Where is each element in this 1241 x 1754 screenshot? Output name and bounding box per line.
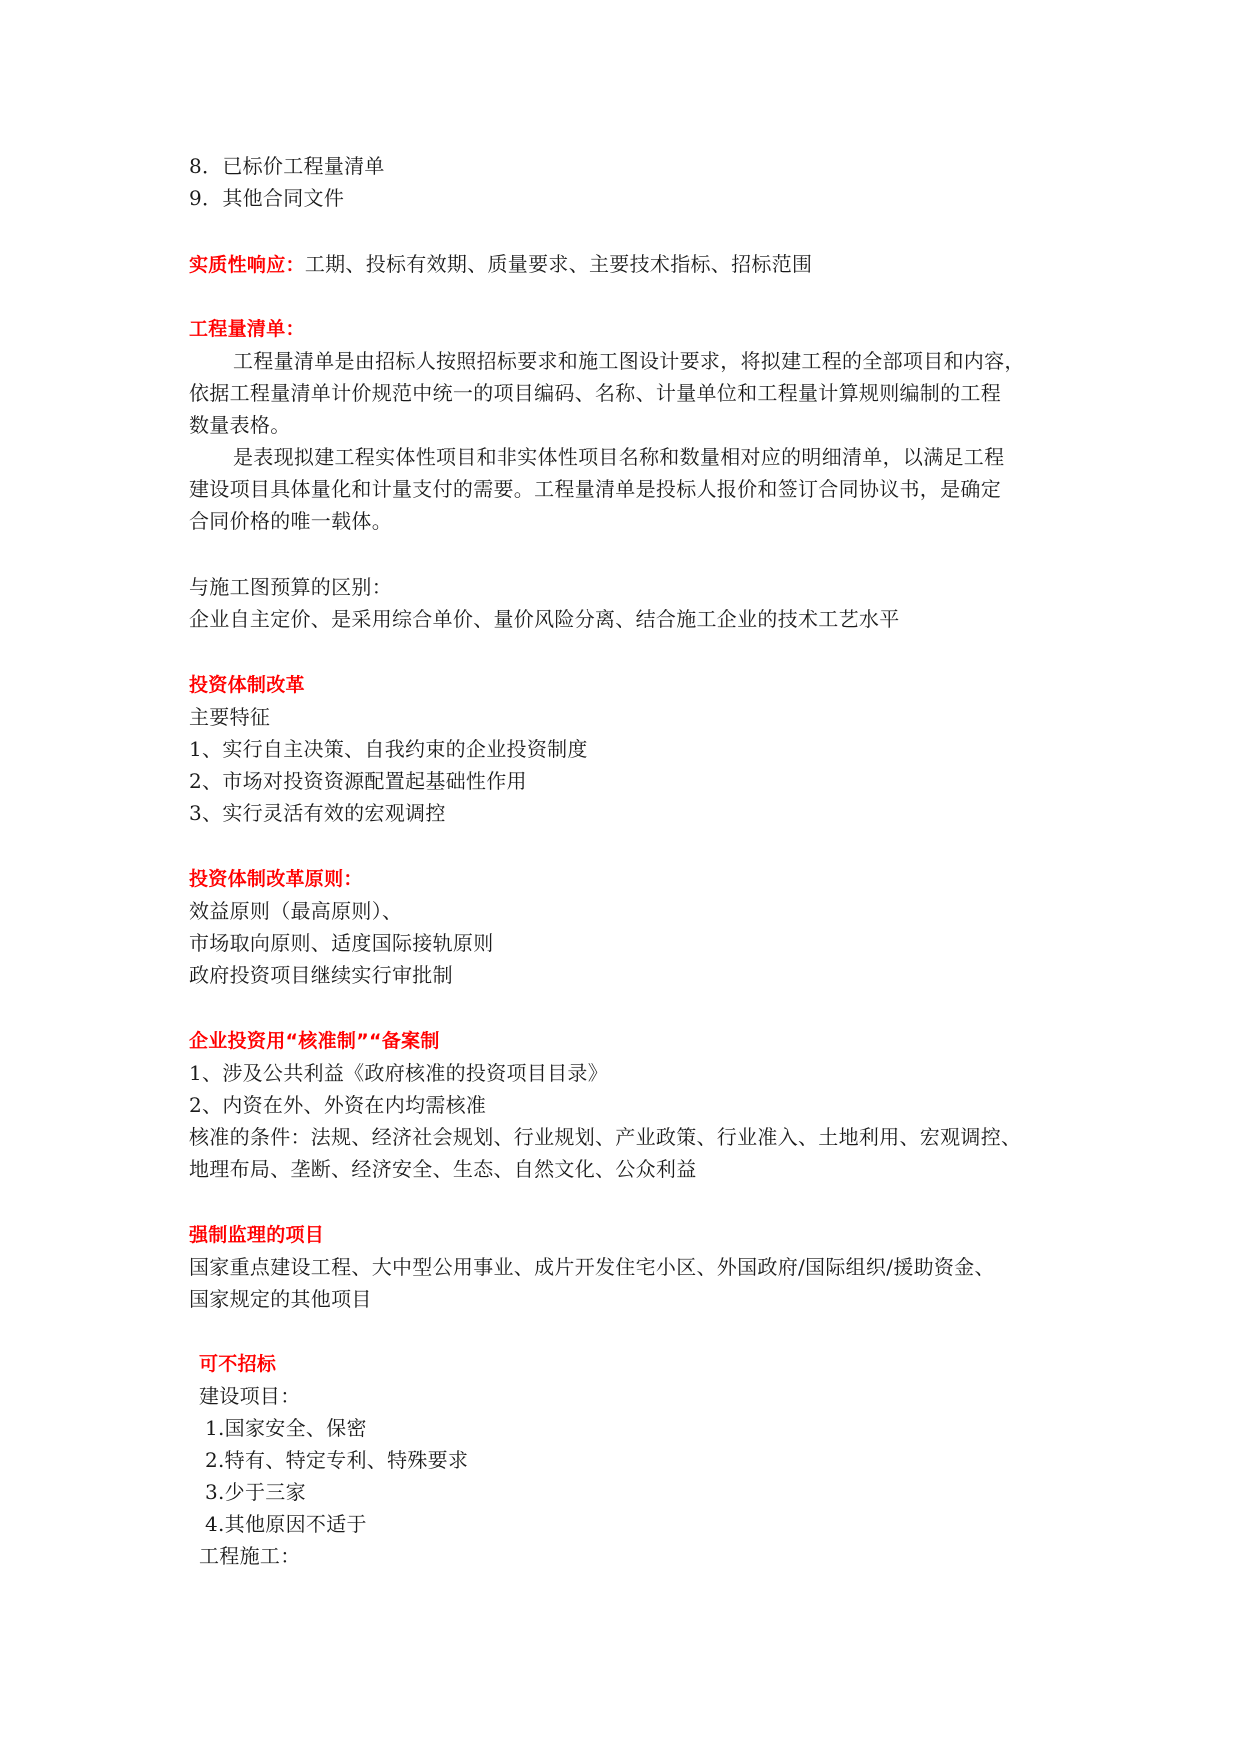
paragraph-line: 是表现拟建工程实体性项目和非实体性项目名称和数量相对应的明细清单，以满足工程 (233, 445, 1005, 469)
list-item: 9．其他合同文件 (189, 186, 345, 210)
paragraph-line: 核准的条件：法规、经济社会规划、行业规划、产业政策、行业准入、土地利用、宏观调控、 (189, 1125, 1022, 1149)
paragraph-line: 与施工图预算的区别： (189, 575, 392, 599)
paragraph-line: 工程量清单是由招标人按照招标要求和施工图设计要求，将拟建工程的全部项目和内容， (233, 349, 1025, 373)
list-item: 2.特有、特定专利、特殊要求 (205, 1448, 469, 1472)
paragraph-line: 国家重点建设工程、大中型公用事业、成片开发住宅小区、外国政府/国际组织/援助资金、 (189, 1255, 995, 1279)
paragraph-line: 建设项目具体量化和计量支付的需要。工程量清单是投标人报价和签订合同协议书，是确定 (189, 477, 1001, 501)
list-item: 3.少于三家 (205, 1480, 306, 1504)
paragraph-line: 国家规定的其他项目 (189, 1287, 372, 1311)
list-item: 政府投资项目继续实行审批制 (189, 963, 453, 987)
list-item: 市场取向原则、适度国际接轨原则 (189, 931, 494, 955)
section-heading: 实质性响应： (189, 254, 305, 276)
list-item: 3、实行灵活有效的宏观调控 (189, 801, 446, 825)
section-text: 工期、投标有效期、质量要求、主要技术指标、招标范围 (304, 252, 813, 276)
section-heading: 强制监理的项目 (189, 1224, 325, 1246)
section-heading: 投资体制改革原则： (189, 868, 363, 890)
paragraph-line: 企业自主定价、是采用综合单价、量价风险分离、结合施工企业的技术工艺水平 (189, 607, 900, 631)
list-item: 4.其他原因不适于 (205, 1512, 367, 1536)
list-item: 1、实行自主决策、自我约束的企业投资制度 (189, 737, 588, 761)
paragraph-line: 主要特征 (189, 705, 271, 729)
paragraph-line: 合同价格的唯一载体。 (189, 509, 392, 533)
paragraph-line: 依据工程量清单计价规范中统一的项目编码、名称、计量单位和工程量计算规则编制的工程 (189, 381, 1001, 405)
list-item: 2、内资在外、外资在内均需核准 (189, 1093, 487, 1117)
section-heading: 可不招标 (199, 1353, 277, 1375)
section-heading: 企业投资用“核准制”“备案制 (189, 1030, 440, 1052)
paragraph-line: 地理布局、垄断、经济安全、生态、自然文化、公众利益 (189, 1157, 697, 1181)
paragraph-line: 数量表格。 (189, 413, 291, 437)
section-heading: 投资体制改革 (189, 674, 305, 696)
list-item: 1、涉及公共利益《政府核准的投资项目目录》 (189, 1061, 609, 1085)
list-item: 1.国家安全、保密 (205, 1416, 367, 1440)
section-heading: 工程量清单： (189, 318, 305, 340)
list-item: 效益原则（最高原则）、 (189, 899, 403, 923)
list-item: 8．已标价工程量清单 (189, 154, 385, 178)
paragraph-line: 建设项目： (199, 1384, 301, 1408)
list-item: 2、市场对投资资源配置起基础性作用 (189, 769, 527, 793)
paragraph-line: 工程施工： (199, 1544, 301, 1568)
substantive-section (189, 248, 812, 281)
